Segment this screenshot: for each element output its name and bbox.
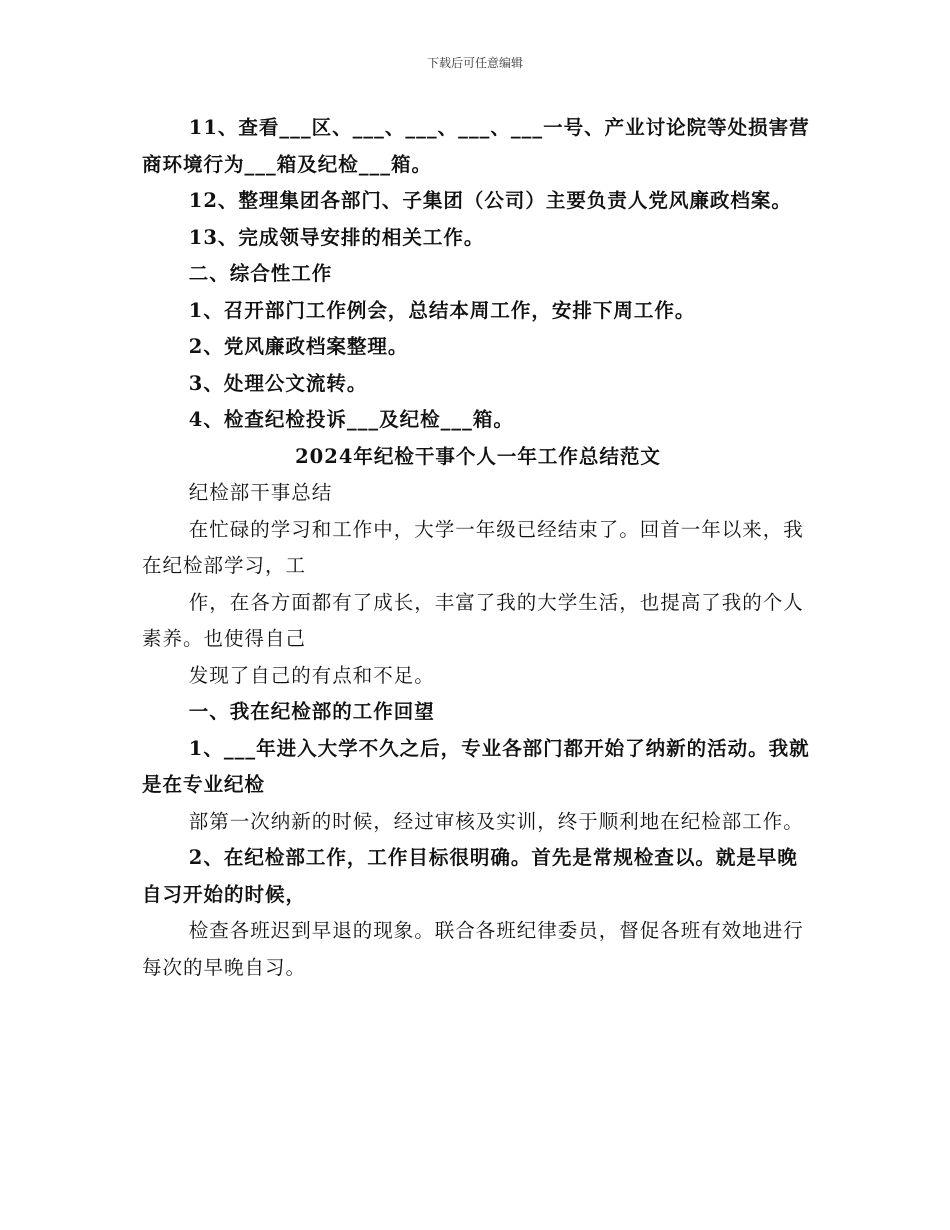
section-heading-work-review: 一、我在纪检部的工作回望 xyxy=(188,700,435,723)
body-paragraph: 在忙碌的学习和工作中，大学一年级已经结束了。回首一年以来，我在纪检部学习，工 xyxy=(142,517,804,577)
paragraph-review-1: 1、___年进入大学不久之后，专业各部门都开始了纳新的活动。我就是在专业纪检 xyxy=(142,736,810,796)
paragraph-comprehensive-1: 1、召开部门工作例会，总结本周工作，安排下周工作。 xyxy=(188,298,696,322)
body-paragraph: 检查各班迟到早退的现象。联合各班纪律委员，督促各班有效地进行每次的早晚自习。 xyxy=(142,919,804,979)
paragraph-review-2: 2、在纪检部工作，工作目标很明确。首先是常规检查以。就是早晚自习开始的时候， xyxy=(142,846,798,906)
paragraph-item-13: 13、完成领导安排的相关工作。 xyxy=(188,225,485,249)
paragraph-item-12: 12、整理集团各部门、子集团（公司）主要负责人党风廉政档案。 xyxy=(188,189,792,212)
document-body xyxy=(142,110,814,986)
body-paragraph: 发现了自己的有点和不足。 xyxy=(188,663,435,687)
page-header: 下载后可任意编辑 xyxy=(426,56,523,70)
document-title: 2024年纪检干事个人一年工作总结范文 xyxy=(295,444,661,468)
section-heading-comprehensive-work: 二、综合性工作 xyxy=(188,262,333,285)
paragraph-comprehensive-3: 3、处理公文流转。 xyxy=(188,371,368,395)
paragraph-comprehensive-2: 2、党风廉政档案整理。 xyxy=(188,335,409,358)
body-paragraph: 部第一次纳新的时候，经过审核及实训，终于顺利地在纪检部工作。 xyxy=(188,809,804,833)
body-paragraph: 作，在各方面都有了成长，丰富了我的大学生活，也提高了我的个人素养。也使得自己 xyxy=(142,590,804,650)
paragraph-item-11: 11、查看___区、___、___、___、___一号、产业讨论院等处损害营商环境行为___箱及纪检___箱。 xyxy=(142,116,810,176)
paragraph-comprehensive-4: 4、检查纪检投诉___及纪检___箱。 xyxy=(188,408,514,431)
subtitle-summary: 纪检部干事总结 xyxy=(188,481,333,504)
